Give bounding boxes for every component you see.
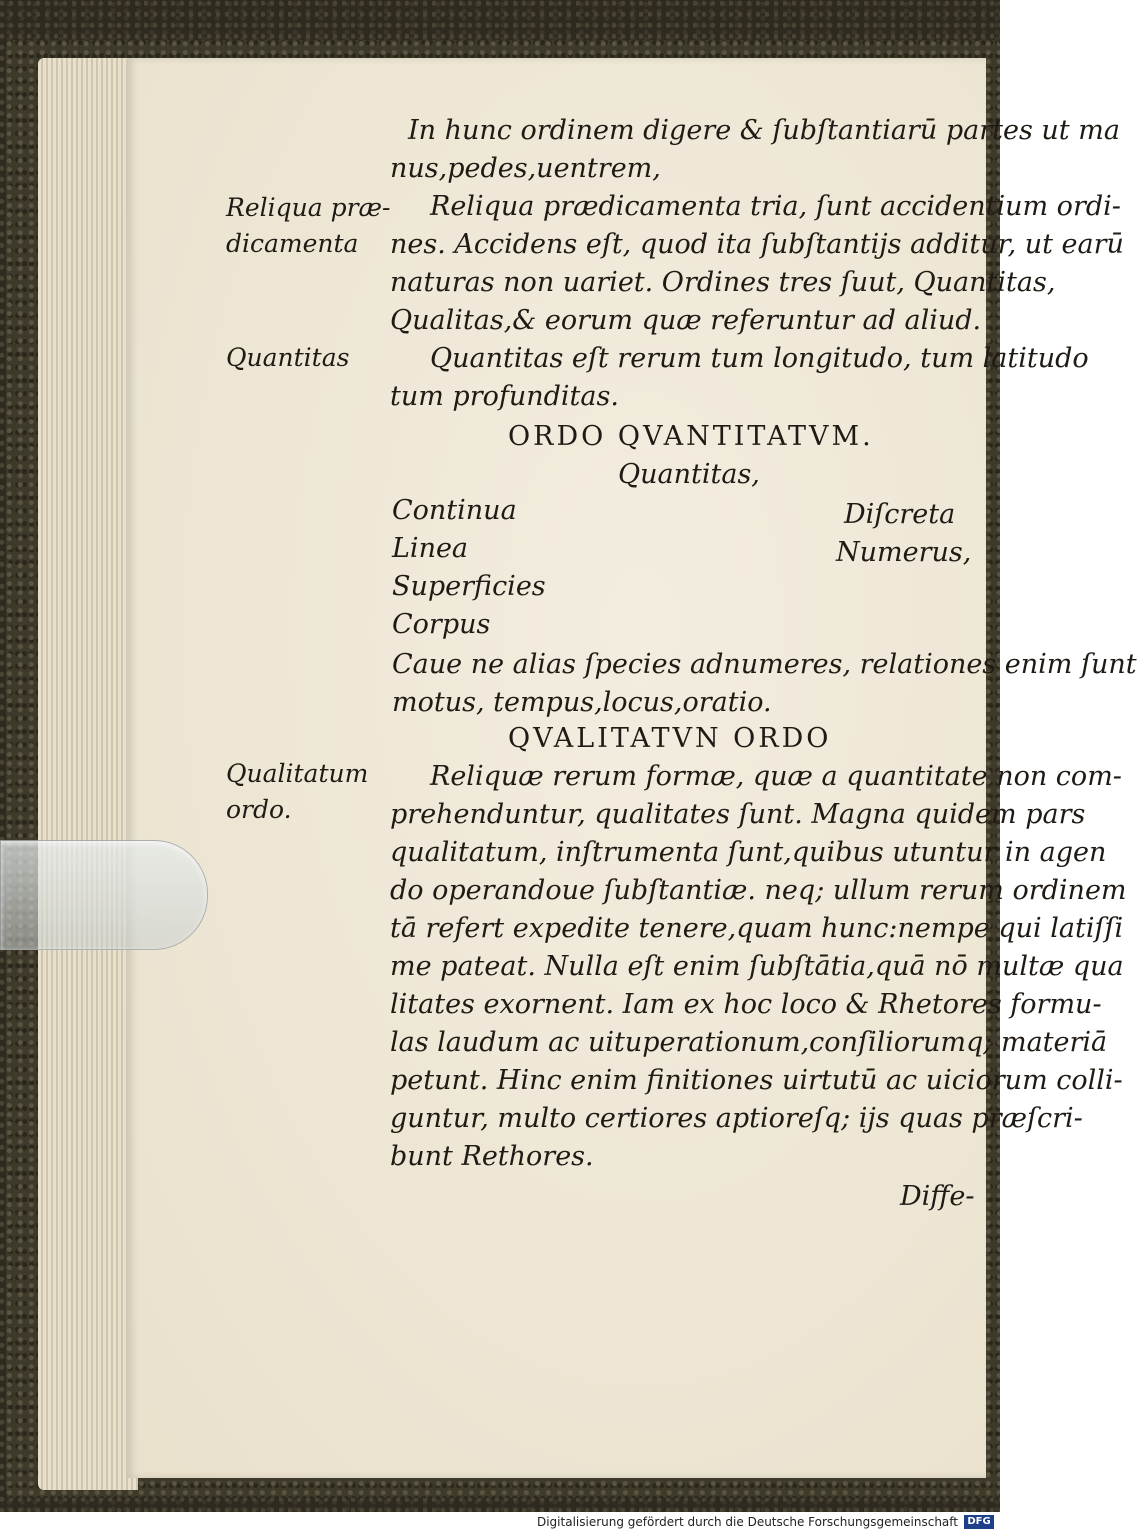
- text-line: litates exornent. Iam ex hoc loco & Rhetores formu-: [390, 989, 1102, 1020]
- text-line: In hunc ordinem digere & ſubſtantiarū partes ut ma: [408, 115, 1120, 146]
- glass-weight: [0, 840, 208, 950]
- margin-note: Quantitas: [226, 343, 350, 372]
- page-edges: [38, 58, 138, 1490]
- margin-note: ordo.: [226, 795, 292, 824]
- text-line: Reliquæ rerum formæ, quæ a quantitate non com-: [430, 761, 1122, 792]
- tree-right-item: Numerus,: [836, 537, 972, 568]
- tree-left-item: Continua: [392, 495, 517, 526]
- text-line: nes. Accidens eſt, quod ita ſubſtantijs additur, ut earū: [390, 229, 1124, 260]
- tree-left-item: Superficies: [392, 571, 546, 602]
- footer-credit: Digitalisierung gefördert durch die Deutsche Forschungsgemeinschaft: [536, 1515, 958, 1529]
- text-line: do operandoue ſubſtantiæ. neq; ullum rerum ordinem: [390, 875, 1127, 906]
- tree-left-item: Corpus: [392, 609, 491, 640]
- text-line: las laudum ac uituperationum,conſiliorumq; materiā: [390, 1027, 1108, 1058]
- margin-note: Qualitatum: [226, 759, 369, 788]
- text-line: tum profunditas.: [390, 381, 619, 412]
- text-line: qualitatum, inſtrumenta ſunt,quibus utuntur in agen: [390, 837, 1107, 868]
- text-line: guntur, multo certiores aptioreſq; ijs quas præſcri-: [390, 1103, 1083, 1134]
- text-line: Quantitas eſt rerum tum longitudo, tum latitudo: [430, 343, 1089, 374]
- text-line: Caue ne alias ſpecies adnumeres, relationes enim ſunt: [392, 649, 1137, 680]
- dfg-logo: DFG: [964, 1515, 994, 1529]
- text-line: bunt Rethores.: [390, 1141, 594, 1172]
- text-line: Qualitas,& eorum quæ referuntur ad aliud.: [390, 305, 982, 336]
- text-line: naturas non uariet. Ordines tres ſuut, Quantitas,: [390, 267, 1056, 298]
- margin-note: dicamenta: [226, 229, 359, 258]
- catchword: Diffe-: [900, 1181, 975, 1212]
- section-heading: ORDO QVANTITATVM.: [508, 421, 874, 452]
- text-line: petunt. Hinc enim finitiones uirtutū ac uiciorum colli-: [390, 1065, 1123, 1096]
- text-line: tā refert expedite tenere,quam hunc:nempe qui latiſſi: [390, 913, 1124, 944]
- text-line: Reliqua prædicamenta tria, ſunt accidentium ordi-: [430, 191, 1121, 222]
- margin-note: Reliqua præ-: [226, 193, 391, 222]
- text-line: prehenduntur, qualitates ſunt. Magna quidem pars: [390, 799, 1086, 830]
- tree-root: Quantitas,: [618, 459, 760, 490]
- text-line: nus,pedes,uentrem,: [390, 153, 661, 184]
- section-heading: QVALITATVN ORDO: [508, 723, 832, 754]
- text-line: me pateat. Nulla eſt enim ſubſtātia,quā nō multæ qua: [390, 951, 1124, 982]
- text-line: motus, tempus,locus,oratio.: [392, 687, 772, 718]
- tree-left-item: Linea: [392, 533, 469, 564]
- tree-right-item: Diſcreta: [844, 499, 956, 530]
